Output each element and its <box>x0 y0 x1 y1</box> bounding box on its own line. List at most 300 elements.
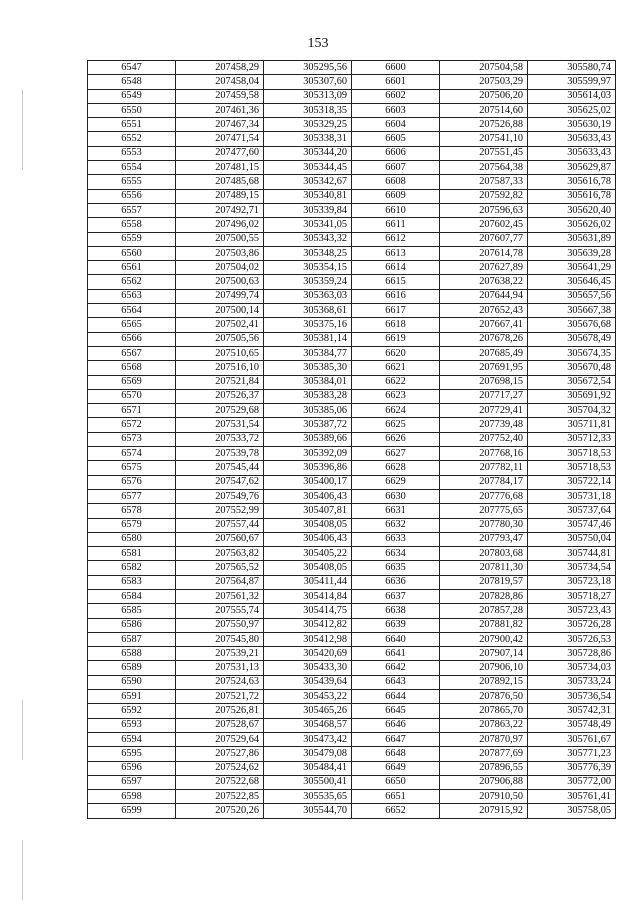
y-coordinate-cell: 305343,32 <box>264 232 352 246</box>
x-coordinate-cell: 207477,60 <box>176 146 264 160</box>
coordinates-table-body <box>88 61 616 819</box>
x-coordinate-cell: 207877,69 <box>440 747 528 761</box>
y-coordinate-cell: 305723,43 <box>528 604 616 618</box>
y-coordinate-cell: 305620,40 <box>528 203 616 217</box>
x-coordinate-cell: 207906,88 <box>440 775 528 789</box>
x-coordinate-cell: 207563,82 <box>176 547 264 561</box>
table-row <box>88 89 616 103</box>
x-coordinate-cell: 207644,94 <box>440 289 528 303</box>
table-row <box>88 804 616 818</box>
y-coordinate-cell: 305674,35 <box>528 346 616 360</box>
point-number-cell: 6623 <box>352 389 440 403</box>
y-coordinate-cell: 305412,82 <box>264 618 352 632</box>
y-coordinate-cell: 305629,87 <box>528 161 616 175</box>
x-coordinate-cell: 207811,30 <box>440 561 528 575</box>
x-coordinate-cell: 207768,16 <box>440 447 528 461</box>
y-coordinate-cell: 305726,53 <box>528 632 616 646</box>
x-coordinate-cell: 207500,55 <box>176 232 264 246</box>
table-row <box>88 375 616 389</box>
point-number-cell: 6627 <box>352 447 440 461</box>
point-number-cell: 6610 <box>352 203 440 217</box>
point-number-cell: 6614 <box>352 261 440 275</box>
table-row <box>88 718 616 732</box>
x-coordinate-cell: 207522,68 <box>176 775 264 789</box>
point-number-cell: 6611 <box>352 218 440 232</box>
table-row <box>88 461 616 475</box>
table-row <box>88 775 616 789</box>
y-coordinate-cell: 305747,46 <box>528 518 616 532</box>
table-row <box>88 690 616 704</box>
x-coordinate-cell: 207500,63 <box>176 275 264 289</box>
point-number-cell: 6606 <box>352 146 440 160</box>
y-coordinate-cell: 305722,14 <box>528 475 616 489</box>
x-coordinate-cell: 207526,81 <box>176 704 264 718</box>
point-number-cell: 6625 <box>352 418 440 432</box>
x-coordinate-cell: 207729,41 <box>440 404 528 418</box>
point-number-cell: 6597 <box>88 775 176 789</box>
y-coordinate-cell: 305723,18 <box>528 575 616 589</box>
point-number-cell: 6547 <box>88 61 176 75</box>
point-number-cell: 6596 <box>88 761 176 775</box>
y-coordinate-cell: 305307,60 <box>264 75 352 89</box>
point-number-cell: 6560 <box>88 246 176 260</box>
point-number-cell: 6626 <box>352 432 440 446</box>
table-row <box>88 632 616 646</box>
x-coordinate-cell: 207526,88 <box>440 118 528 132</box>
y-coordinate-cell: 305453,22 <box>264 690 352 704</box>
y-coordinate-cell: 305400,17 <box>264 475 352 489</box>
point-number-cell: 6579 <box>88 518 176 532</box>
table-row <box>88 189 616 203</box>
y-coordinate-cell: 305750,04 <box>528 532 616 546</box>
point-number-cell: 6558 <box>88 218 176 232</box>
table-row <box>88 261 616 275</box>
x-coordinate-cell: 207550,97 <box>176 618 264 632</box>
y-coordinate-cell: 305633,43 <box>528 132 616 146</box>
x-coordinate-cell: 207502,41 <box>176 318 264 332</box>
point-number-cell: 6649 <box>352 761 440 775</box>
y-coordinate-cell: 305776,39 <box>528 761 616 775</box>
y-coordinate-cell: 305678,49 <box>528 332 616 346</box>
y-coordinate-cell: 305465,26 <box>264 704 352 718</box>
point-number-cell: 6563 <box>88 289 176 303</box>
point-number-cell: 6632 <box>352 518 440 532</box>
point-number-cell: 6633 <box>352 532 440 546</box>
x-coordinate-cell: 207504,58 <box>440 61 528 75</box>
point-number-cell: 6549 <box>88 89 176 103</box>
x-coordinate-cell: 207499,74 <box>176 289 264 303</box>
point-number-cell: 6593 <box>88 718 176 732</box>
point-number-cell: 6586 <box>88 618 176 632</box>
point-number-cell: 6650 <box>352 775 440 789</box>
point-number-cell: 6550 <box>88 103 176 117</box>
point-number-cell: 6639 <box>352 618 440 632</box>
x-coordinate-cell: 207906,10 <box>440 661 528 675</box>
x-coordinate-cell: 207602,45 <box>440 218 528 232</box>
table-row <box>88 604 616 618</box>
y-coordinate-cell: 305387,72 <box>264 418 352 432</box>
x-coordinate-cell: 207652,43 <box>440 304 528 318</box>
point-number-cell: 6601 <box>352 75 440 89</box>
y-coordinate-cell: 305406,43 <box>264 532 352 546</box>
x-coordinate-cell: 207857,28 <box>440 604 528 618</box>
x-coordinate-cell: 207496,02 <box>176 218 264 232</box>
x-coordinate-cell: 207549,76 <box>176 489 264 503</box>
y-coordinate-cell: 305626,02 <box>528 218 616 232</box>
y-coordinate-cell: 305711,81 <box>528 418 616 432</box>
x-coordinate-cell: 207607,77 <box>440 232 528 246</box>
point-number-cell: 6603 <box>352 103 440 117</box>
y-coordinate-cell: 305344,20 <box>264 146 352 160</box>
table-row <box>88 489 616 503</box>
x-coordinate-cell: 207527,86 <box>176 747 264 761</box>
table-row <box>88 518 616 532</box>
y-coordinate-cell: 305667,38 <box>528 304 616 318</box>
point-number-cell: 6568 <box>88 361 176 375</box>
table-row <box>88 361 616 375</box>
point-number-cell: 6622 <box>352 375 440 389</box>
y-coordinate-cell: 305414,75 <box>264 604 352 618</box>
y-coordinate-cell: 305318,35 <box>264 103 352 117</box>
x-coordinate-cell: 207793,47 <box>440 532 528 546</box>
x-coordinate-cell: 207520,26 <box>176 804 264 818</box>
x-coordinate-cell: 207685,49 <box>440 346 528 360</box>
y-coordinate-cell: 305630,19 <box>528 118 616 132</box>
x-coordinate-cell: 207910,50 <box>440 790 528 804</box>
point-number-cell: 6592 <box>88 704 176 718</box>
point-number-cell: 6638 <box>352 604 440 618</box>
point-number-cell: 6552 <box>88 132 176 146</box>
y-coordinate-cell: 305633,43 <box>528 146 616 160</box>
x-coordinate-cell: 207481,15 <box>176 161 264 175</box>
point-number-cell: 6595 <box>88 747 176 761</box>
table-row <box>88 132 616 146</box>
x-coordinate-cell: 207504,02 <box>176 261 264 275</box>
point-number-cell: 6637 <box>352 589 440 603</box>
y-coordinate-cell: 305639,28 <box>528 246 616 260</box>
x-coordinate-cell: 207533,72 <box>176 432 264 446</box>
y-coordinate-cell: 305381,14 <box>264 332 352 346</box>
point-number-cell: 6615 <box>352 275 440 289</box>
y-coordinate-cell: 305473,42 <box>264 732 352 746</box>
x-coordinate-cell: 207915,92 <box>440 804 528 818</box>
y-coordinate-cell: 305341,05 <box>264 218 352 232</box>
table-row <box>88 504 616 518</box>
point-number-cell: 6651 <box>352 790 440 804</box>
y-coordinate-cell: 305408,05 <box>264 518 352 532</box>
x-coordinate-cell: 207780,30 <box>440 518 528 532</box>
x-coordinate-cell: 207547,62 <box>176 475 264 489</box>
point-number-cell: 6566 <box>88 332 176 346</box>
y-coordinate-cell: 305535,65 <box>264 790 352 804</box>
point-number-cell: 6621 <box>352 361 440 375</box>
point-number-cell: 6631 <box>352 504 440 518</box>
y-coordinate-cell: 305744,81 <box>528 547 616 561</box>
x-coordinate-cell: 207592,82 <box>440 189 528 203</box>
y-coordinate-cell: 305641,29 <box>528 261 616 275</box>
point-number-cell: 6598 <box>88 790 176 804</box>
point-number-cell: 6567 <box>88 346 176 360</box>
table-row <box>88 790 616 804</box>
y-coordinate-cell: 305375,16 <box>264 318 352 332</box>
point-number-cell: 6582 <box>88 561 176 575</box>
point-number-cell: 6629 <box>352 475 440 489</box>
table-row <box>88 447 616 461</box>
x-coordinate-cell: 207531,54 <box>176 418 264 432</box>
y-coordinate-cell: 305500,41 <box>264 775 352 789</box>
table-row <box>88 647 616 661</box>
point-number-cell: 6641 <box>352 647 440 661</box>
x-coordinate-cell: 207539,78 <box>176 447 264 461</box>
y-coordinate-cell: 305344,45 <box>264 161 352 175</box>
x-coordinate-cell: 207698,15 <box>440 375 528 389</box>
table-row <box>88 275 616 289</box>
x-coordinate-cell: 207561,32 <box>176 589 264 603</box>
y-coordinate-cell: 305338,31 <box>264 132 352 146</box>
x-coordinate-cell: 207500,14 <box>176 304 264 318</box>
x-coordinate-cell: 207739,48 <box>440 418 528 432</box>
x-coordinate-cell: 207506,20 <box>440 89 528 103</box>
y-coordinate-cell: 305359,24 <box>264 275 352 289</box>
scan-margin-line <box>22 840 23 900</box>
y-coordinate-cell: 305772,00 <box>528 775 616 789</box>
x-coordinate-cell: 207560,67 <box>176 532 264 546</box>
point-number-cell: 6578 <box>88 504 176 518</box>
table-row <box>88 175 616 189</box>
x-coordinate-cell: 207691,95 <box>440 361 528 375</box>
y-coordinate-cell: 305733,24 <box>528 675 616 689</box>
y-coordinate-cell: 305734,54 <box>528 561 616 575</box>
x-coordinate-cell: 207564,87 <box>176 575 264 589</box>
x-coordinate-cell: 207555,74 <box>176 604 264 618</box>
point-number-cell: 6556 <box>88 189 176 203</box>
x-coordinate-cell: 207900,42 <box>440 632 528 646</box>
y-coordinate-cell: 305340,81 <box>264 189 352 203</box>
point-number-cell: 6645 <box>352 704 440 718</box>
x-coordinate-cell: 207752,40 <box>440 432 528 446</box>
point-number-cell: 6565 <box>88 318 176 332</box>
table-row <box>88 304 616 318</box>
point-number-cell: 6620 <box>352 346 440 360</box>
y-coordinate-cell: 305368,61 <box>264 304 352 318</box>
point-number-cell: 6574 <box>88 447 176 461</box>
y-coordinate-cell: 305616,78 <box>528 189 616 203</box>
x-coordinate-cell: 207539,21 <box>176 647 264 661</box>
point-number-cell: 6585 <box>88 604 176 618</box>
y-coordinate-cell: 305384,77 <box>264 346 352 360</box>
x-coordinate-cell: 207545,80 <box>176 632 264 646</box>
y-coordinate-cell: 305737,64 <box>528 504 616 518</box>
table-row <box>88 232 616 246</box>
point-number-cell: 6569 <box>88 375 176 389</box>
point-number-cell: 6604 <box>352 118 440 132</box>
y-coordinate-cell: 305484,41 <box>264 761 352 775</box>
y-coordinate-cell: 305718,27 <box>528 589 616 603</box>
point-number-cell: 6648 <box>352 747 440 761</box>
point-number-cell: 6587 <box>88 632 176 646</box>
point-number-cell: 6636 <box>352 575 440 589</box>
x-coordinate-cell: 207892,15 <box>440 675 528 689</box>
point-number-cell: 6647 <box>352 732 440 746</box>
x-coordinate-cell: 207528,67 <box>176 718 264 732</box>
point-number-cell: 6609 <box>352 189 440 203</box>
y-coordinate-cell: 305761,41 <box>528 790 616 804</box>
table-row <box>88 589 616 603</box>
x-coordinate-cell: 207503,86 <box>176 246 264 260</box>
table-row <box>88 432 616 446</box>
point-number-cell: 6643 <box>352 675 440 689</box>
point-number-cell: 6575 <box>88 461 176 475</box>
y-coordinate-cell: 305385,30 <box>264 361 352 375</box>
y-coordinate-cell: 305354,15 <box>264 261 352 275</box>
point-number-cell: 6559 <box>88 232 176 246</box>
point-number-cell: 6570 <box>88 389 176 403</box>
point-number-cell: 6640 <box>352 632 440 646</box>
point-number-cell: 6553 <box>88 146 176 160</box>
y-coordinate-cell: 305742,31 <box>528 704 616 718</box>
point-number-cell: 6612 <box>352 232 440 246</box>
point-number-cell: 6613 <box>352 246 440 260</box>
point-number-cell: 6581 <box>88 547 176 561</box>
x-coordinate-cell: 207467,34 <box>176 118 264 132</box>
x-coordinate-cell: 207514,60 <box>440 103 528 117</box>
x-coordinate-cell: 207828,86 <box>440 589 528 603</box>
table-row <box>88 118 616 132</box>
x-coordinate-cell: 207587,33 <box>440 175 528 189</box>
x-coordinate-cell: 207907,14 <box>440 647 528 661</box>
table-row <box>88 103 616 117</box>
table-row <box>88 218 616 232</box>
x-coordinate-cell: 207521,84 <box>176 375 264 389</box>
x-coordinate-cell: 207819,57 <box>440 575 528 589</box>
x-coordinate-cell: 207782,11 <box>440 461 528 475</box>
x-coordinate-cell: 207503,29 <box>440 75 528 89</box>
x-coordinate-cell: 207564,38 <box>440 161 528 175</box>
y-coordinate-cell: 305670,48 <box>528 361 616 375</box>
y-coordinate-cell: 305657,56 <box>528 289 616 303</box>
x-coordinate-cell: 207638,22 <box>440 275 528 289</box>
x-coordinate-cell: 207524,63 <box>176 675 264 689</box>
y-coordinate-cell: 305736,54 <box>528 690 616 704</box>
table-row <box>88 475 616 489</box>
point-number-cell: 6624 <box>352 404 440 418</box>
point-number-cell: 6608 <box>352 175 440 189</box>
table-row <box>88 203 616 217</box>
point-number-cell: 6555 <box>88 175 176 189</box>
point-number-cell: 6572 <box>88 418 176 432</box>
point-number-cell: 6561 <box>88 261 176 275</box>
y-coordinate-cell: 305433,30 <box>264 661 352 675</box>
x-coordinate-cell: 207627,89 <box>440 261 528 275</box>
point-number-cell: 6551 <box>88 118 176 132</box>
table-row <box>88 346 616 360</box>
y-coordinate-cell: 305691,92 <box>528 389 616 403</box>
point-number-cell: 6644 <box>352 690 440 704</box>
x-coordinate-cell: 207522,85 <box>176 790 264 804</box>
table-row <box>88 561 616 575</box>
x-coordinate-cell: 207545,44 <box>176 461 264 475</box>
x-coordinate-cell: 207510,65 <box>176 346 264 360</box>
x-coordinate-cell: 207667,41 <box>440 318 528 332</box>
x-coordinate-cell: 207516,10 <box>176 361 264 375</box>
y-coordinate-cell: 305407,81 <box>264 504 352 518</box>
point-number-cell: 6600 <box>352 61 440 75</box>
y-coordinate-cell: 305771,23 <box>528 747 616 761</box>
y-coordinate-cell: 305614,03 <box>528 89 616 103</box>
y-coordinate-cell: 305405,22 <box>264 547 352 561</box>
x-coordinate-cell: 207489,15 <box>176 189 264 203</box>
x-coordinate-cell: 207524,62 <box>176 761 264 775</box>
table-row <box>88 732 616 746</box>
table-row <box>88 146 616 160</box>
point-number-cell: 6634 <box>352 547 440 561</box>
y-coordinate-cell: 305313,09 <box>264 89 352 103</box>
scan-margin-line <box>22 90 23 170</box>
x-coordinate-cell: 207458,29 <box>176 61 264 75</box>
point-number-cell: 6548 <box>88 75 176 89</box>
y-coordinate-cell: 305718,53 <box>528 447 616 461</box>
x-coordinate-cell: 207551,45 <box>440 146 528 160</box>
point-number-cell: 6577 <box>88 489 176 503</box>
point-number-cell: 6607 <box>352 161 440 175</box>
table-row <box>88 75 616 89</box>
point-number-cell: 6589 <box>88 661 176 675</box>
x-coordinate-cell: 207557,44 <box>176 518 264 532</box>
scan-margin-line <box>22 700 23 760</box>
y-coordinate-cell: 305718,53 <box>528 461 616 475</box>
y-coordinate-cell: 305348,25 <box>264 246 352 260</box>
x-coordinate-cell: 207505,56 <box>176 332 264 346</box>
point-number-cell: 6554 <box>88 161 176 175</box>
point-number-cell: 6646 <box>352 718 440 732</box>
y-coordinate-cell: 305468,57 <box>264 718 352 732</box>
x-coordinate-cell: 207896,55 <box>440 761 528 775</box>
table-row <box>88 61 616 75</box>
table-row <box>88 332 616 346</box>
y-coordinate-cell: 305726,28 <box>528 618 616 632</box>
y-coordinate-cell: 305599,97 <box>528 75 616 89</box>
table-row <box>88 389 616 403</box>
x-coordinate-cell: 207775,65 <box>440 504 528 518</box>
y-coordinate-cell: 305396,86 <box>264 461 352 475</box>
point-number-cell: 6588 <box>88 647 176 661</box>
x-coordinate-cell: 207784,17 <box>440 475 528 489</box>
x-coordinate-cell: 207492,71 <box>176 203 264 217</box>
x-coordinate-cell: 207803,68 <box>440 547 528 561</box>
point-number-cell: 6617 <box>352 304 440 318</box>
x-coordinate-cell: 207529,64 <box>176 732 264 746</box>
point-number-cell: 6605 <box>352 132 440 146</box>
y-coordinate-cell: 305412,98 <box>264 632 352 646</box>
table-row <box>88 547 616 561</box>
table-row <box>88 318 616 332</box>
table-row <box>88 618 616 632</box>
point-number-cell: 6564 <box>88 304 176 318</box>
y-coordinate-cell: 305676,68 <box>528 318 616 332</box>
table-row <box>88 747 616 761</box>
y-coordinate-cell: 305392,09 <box>264 447 352 461</box>
y-coordinate-cell: 305439,64 <box>264 675 352 689</box>
x-coordinate-cell: 207521,72 <box>176 690 264 704</box>
y-coordinate-cell: 305414,84 <box>264 589 352 603</box>
point-number-cell: 6591 <box>88 690 176 704</box>
point-number-cell: 6630 <box>352 489 440 503</box>
point-number-cell: 6618 <box>352 318 440 332</box>
y-coordinate-cell: 305479,08 <box>264 747 352 761</box>
x-coordinate-cell: 207458,04 <box>176 75 264 89</box>
y-coordinate-cell: 305420,69 <box>264 647 352 661</box>
table-row <box>88 289 616 303</box>
